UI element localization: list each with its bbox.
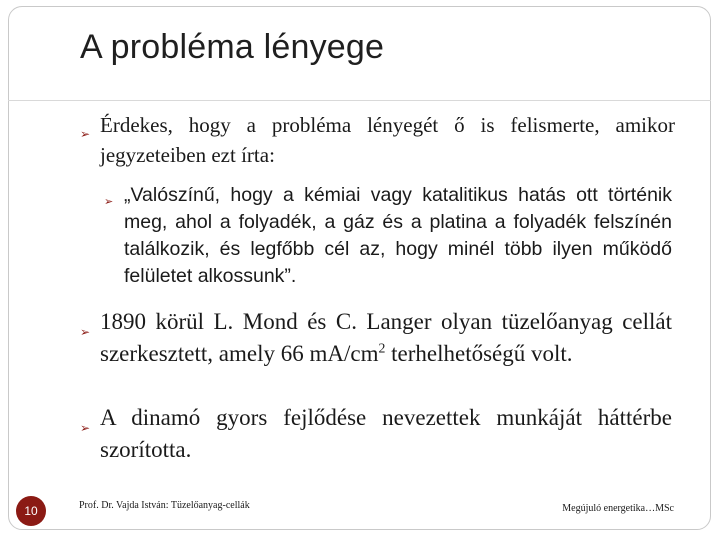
page-number-badge (16, 496, 46, 526)
arrow-bullet-icon: ➢ (80, 421, 91, 435)
bullet-2 (104, 182, 672, 290)
bullet-4-text: A dinamó gyors fejlődése nevezettek munkáját háttérbe szorította. (100, 405, 672, 462)
slide-title: A probléma lényege (80, 28, 385, 66)
bullet-4 (80, 402, 672, 466)
bullet-2-quote: „Valószínű, hogy a kémiai vagy katalitikus hatás ott történik meg, ahol a folyadék, a gáz és a platina a folyadék felszínén találkozik, és legfőbb cél az, hogy minél több ilyen működő felületet alkossunk”. (124, 184, 672, 287)
page-number: 10 (24, 504, 38, 518)
arrow-bullet-icon: ➢ (80, 325, 91, 339)
arrow-bullet-icon: ➢ (80, 127, 91, 141)
bullet-1 (80, 110, 675, 170)
title-divider (8, 100, 711, 101)
footer-course: Megújuló energetika…MSc (562, 503, 674, 514)
superscript: 2 (378, 340, 386, 356)
footer-author: Prof. Dr. Vajda István: Tüzelőanyag-cellák (79, 500, 250, 511)
bullet-1-text: Érdekes, hogy a probléma lényegét ő is felismerte, amikor jegyzeteiben ezt írta: (100, 113, 675, 167)
arrow-bullet-icon: ➢ (104, 196, 114, 208)
bullet-3-text-main: 1890 körül L. Mond és C. Langer olyan tüzelőanyag cellát szerkesztett, amely 66 mA/cm (100, 309, 672, 366)
bullet-3 (80, 306, 672, 370)
bullet-3-text (80, 306, 672, 370)
bullet-3-text-tail: terhelhetőségű volt. (385, 341, 573, 366)
